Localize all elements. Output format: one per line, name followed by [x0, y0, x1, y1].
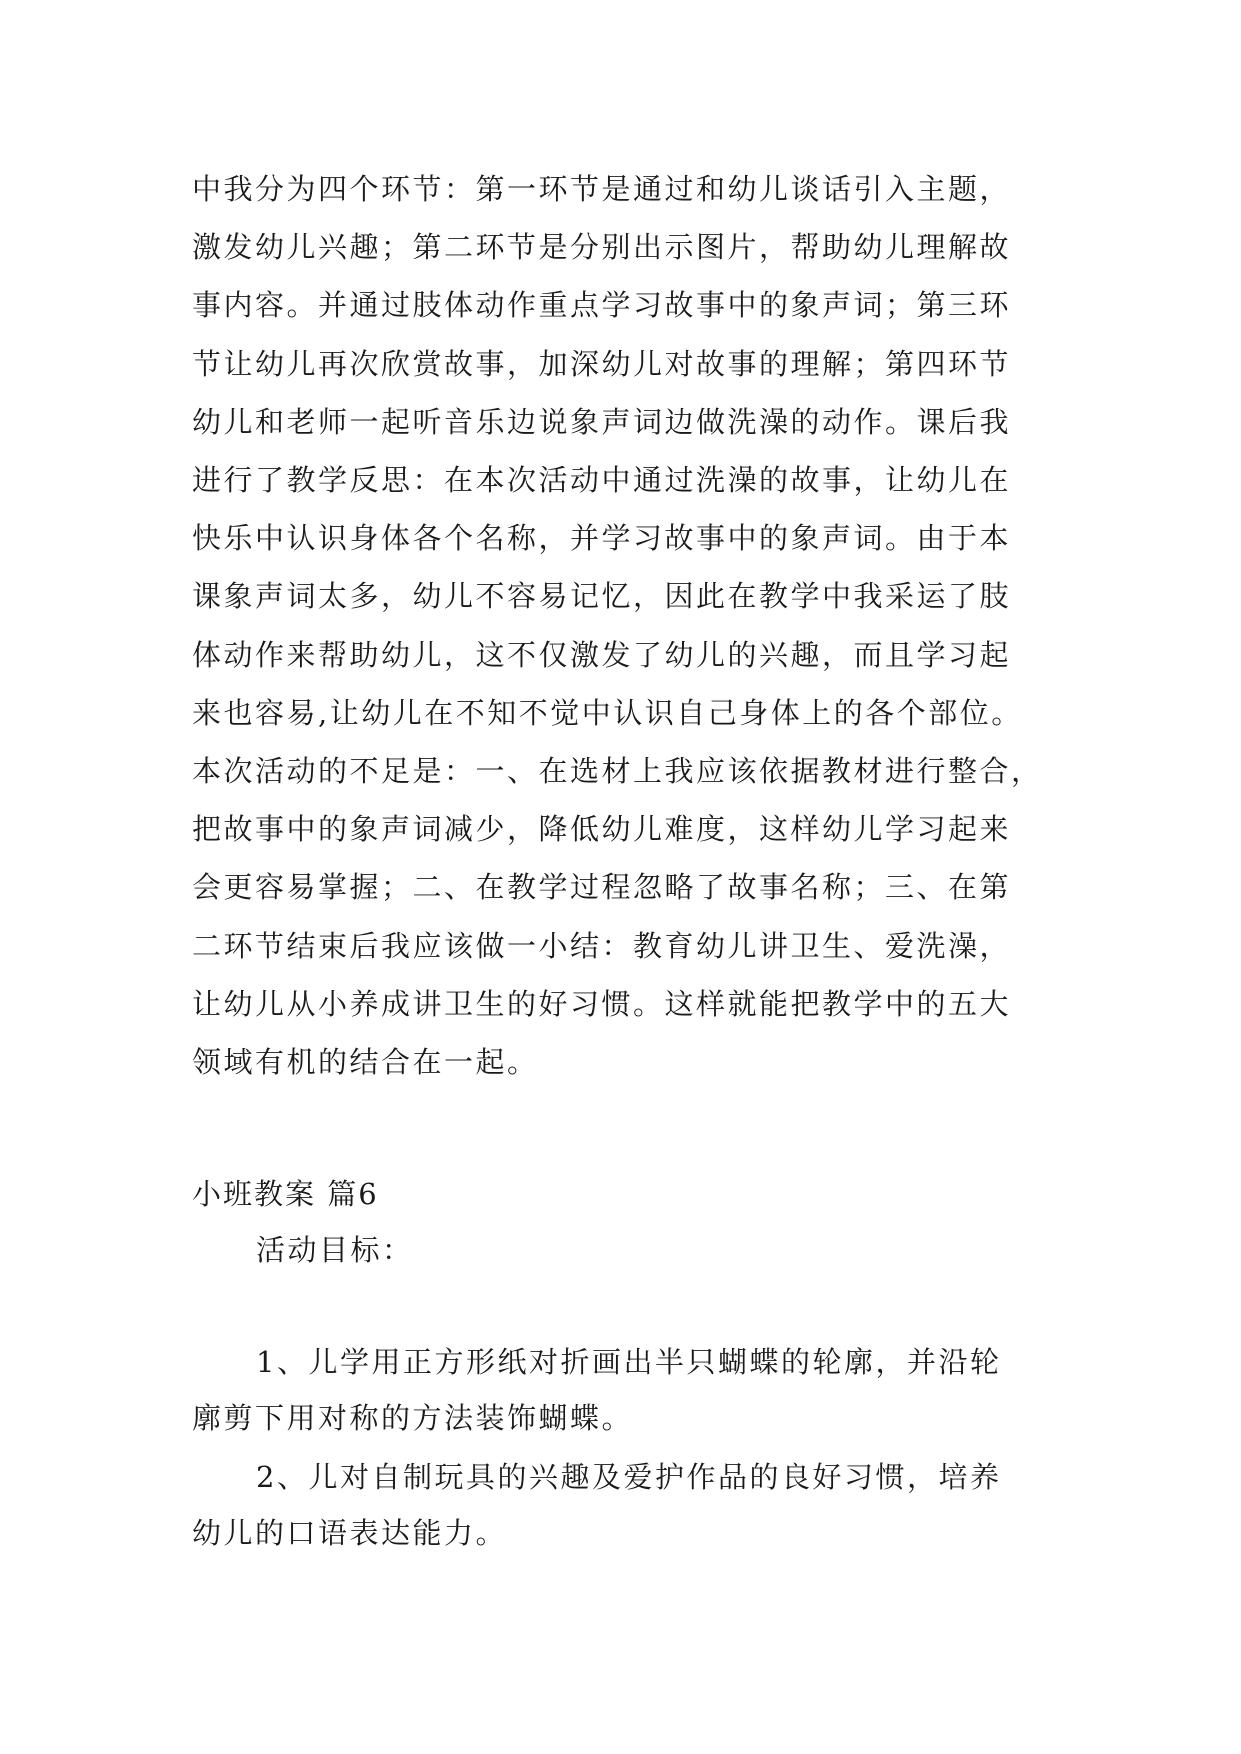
text-line: 本次活动的不足是：一、在选材上我应该依据教材进行整合， [192, 754, 1043, 789]
text-line: 课象声词太多，幼儿不容易记忆，因此在教学中我采运了肢 [192, 579, 1012, 614]
text-line: 快乐中认识身体各个名称，并学习故事中的象声词。由于本 [192, 521, 1012, 556]
goal-item-2 [192, 1449, 1052, 1561]
text-line: 让幼儿从小养成讲卫生的好习惯。这样就能把教学中的五大 [192, 986, 1012, 1021]
goal-line: 幼儿的口语表达能力。 [192, 1516, 508, 1550]
text-line: 节让幼儿再次欣赏故事，加深幼儿对故事的理解；第四环节 [192, 346, 1012, 381]
paragraph-reflection [192, 160, 1052, 1091]
text-line: 中我分为四个环节：第一环节是通过和幼儿谈话引入主题， [192, 172, 1012, 206]
text-line: 幼儿和老师一起听音乐边说象声词边做洗澡的动作。课后我 [192, 404, 1012, 439]
text-line: 来也容易,让幼儿在不知不觉中认识自己身体上的各个部位。 [192, 695, 1023, 730]
text-line: 把故事中的象声词减少，降低幼儿难度，这样幼儿学习起来 [192, 812, 1012, 847]
section-subtitle: 活动目标： [256, 1233, 414, 1267]
text-line: 进行了教学反思：在本次活动中通过洗澡的故事，让幼儿在 [192, 463, 1012, 498]
text-line: 会更容易掌握；二、在教学过程忽略了故事名称；三、在第 [192, 870, 1012, 905]
text-line: 事内容。并通过肢体动作重点学习故事中的象声词；第三环 [192, 288, 1012, 323]
goal-line: 1、儿学用正方形纸对折画出半只蝴蝶的轮廓，并沿轮 [256, 1345, 1002, 1379]
section-subtitle-block [192, 1222, 1052, 1278]
goal-item-1 [192, 1334, 1052, 1446]
text-line: 二环节结束后我应该做一小结：教育幼儿讲卫生、爱洗澡， [192, 928, 1012, 963]
goal-line: 廓剪下用对称的方法装饰蝴蝶。 [192, 1401, 634, 1435]
goal-line: 2、儿对自制玩具的兴趣及爱护作品的良好习惯，培养 [256, 1460, 1002, 1494]
text-line: 激发幼儿兴趣；第二环节是分别出示图片，帮助幼儿理解故 [192, 230, 1012, 265]
text-line: 领域有机的结合在一起。 [192, 1045, 539, 1080]
section-title: 小班教案 篇6 [192, 1177, 379, 1211]
text-line: 体动作来帮助幼儿，这不仅激发了幼儿的兴趣，而且学习起 [192, 637, 1012, 672]
